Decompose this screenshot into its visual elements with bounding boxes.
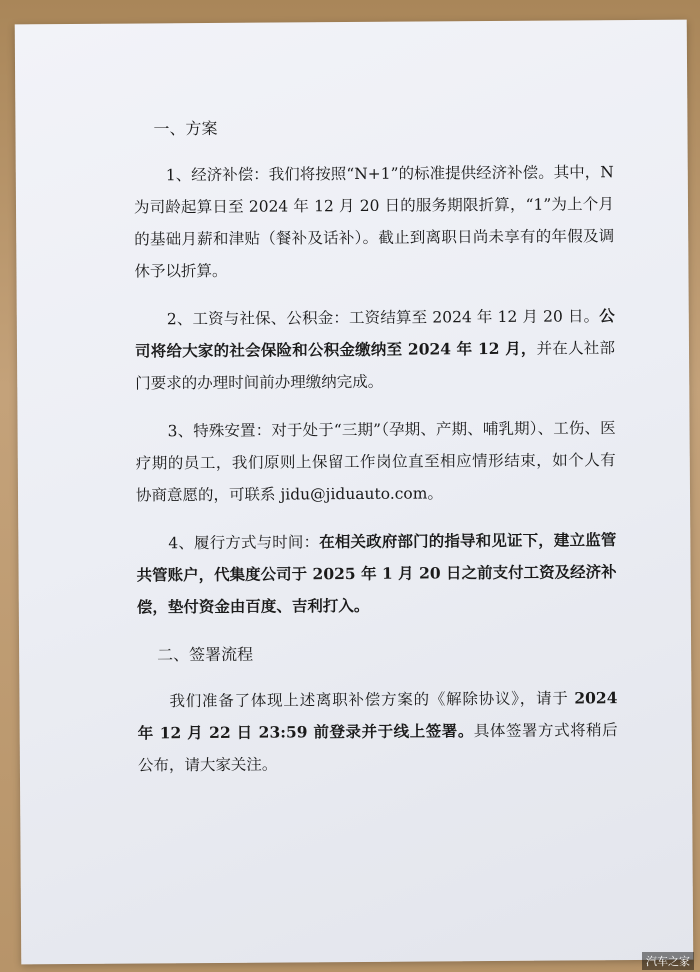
paragraph-4-bold: 在相关政府部门的指导和见证下，建立监管共管账户，代集度公司于 2025 年 1 月 20 日之前支付工资及经济补偿，垫付资金由百度、吉利打入。 <box>136 530 617 617</box>
document-body <box>133 110 618 797</box>
paragraph-economic-compensation: 1、经济补偿：我们将按照“N+1”的标准提供经济补偿。其中，N为司龄起算日至 2024 年 12 月 20 日的服务期限折算，“1”为上个月的基础月薪和津贴（餐补及话补）。截止到离职日尚未享有的年假及调休予以折算。 <box>133 163 615 281</box>
section-1-heading: 一、方案 <box>153 118 218 139</box>
document-page <box>15 20 694 965</box>
signing-tail: 具体签署方式将稍后公布，请大家关注。 <box>137 721 618 775</box>
paragraph-2-tail: 并在人社部门要求的办理时间前办理缴纳完成。 <box>135 339 616 393</box>
paragraph-signing-process <box>137 682 618 781</box>
paragraph-4-normal: 4、履行方式与时间： <box>168 533 320 553</box>
signing-normal: 我们准备了体现上述离职补偿方案的《解除协议》，请于 <box>169 689 575 711</box>
paragraph-performance-method <box>136 524 617 623</box>
paragraph-special-placement: 3、特殊安置：对于处于“三期”（孕期、产期、哺乳期）、工伤、医疗期的员工，我们原则上保留工作岗位直至相应情形结束，如个人有协商意愿的，可联系 jidu@jiduauto.com。 <box>135 419 616 505</box>
paragraph-2-normal: 2、工资与社保、公积金：工资结算至 2024 年 12 月 20 日。 <box>166 307 600 329</box>
paragraph-salary-social-insurance <box>135 300 616 399</box>
section-2-heading: 二、签署流程 <box>157 644 254 665</box>
watermark: 汽车之家 <box>642 952 694 970</box>
signing-bold: 2024 年 12 月 22 日 23:59 前登录并于线上签署。 <box>137 688 618 743</box>
paragraph-2-bold: 公司将给大家的社会保险和公积金缴纳至 2024 年 12 月， <box>134 306 615 361</box>
